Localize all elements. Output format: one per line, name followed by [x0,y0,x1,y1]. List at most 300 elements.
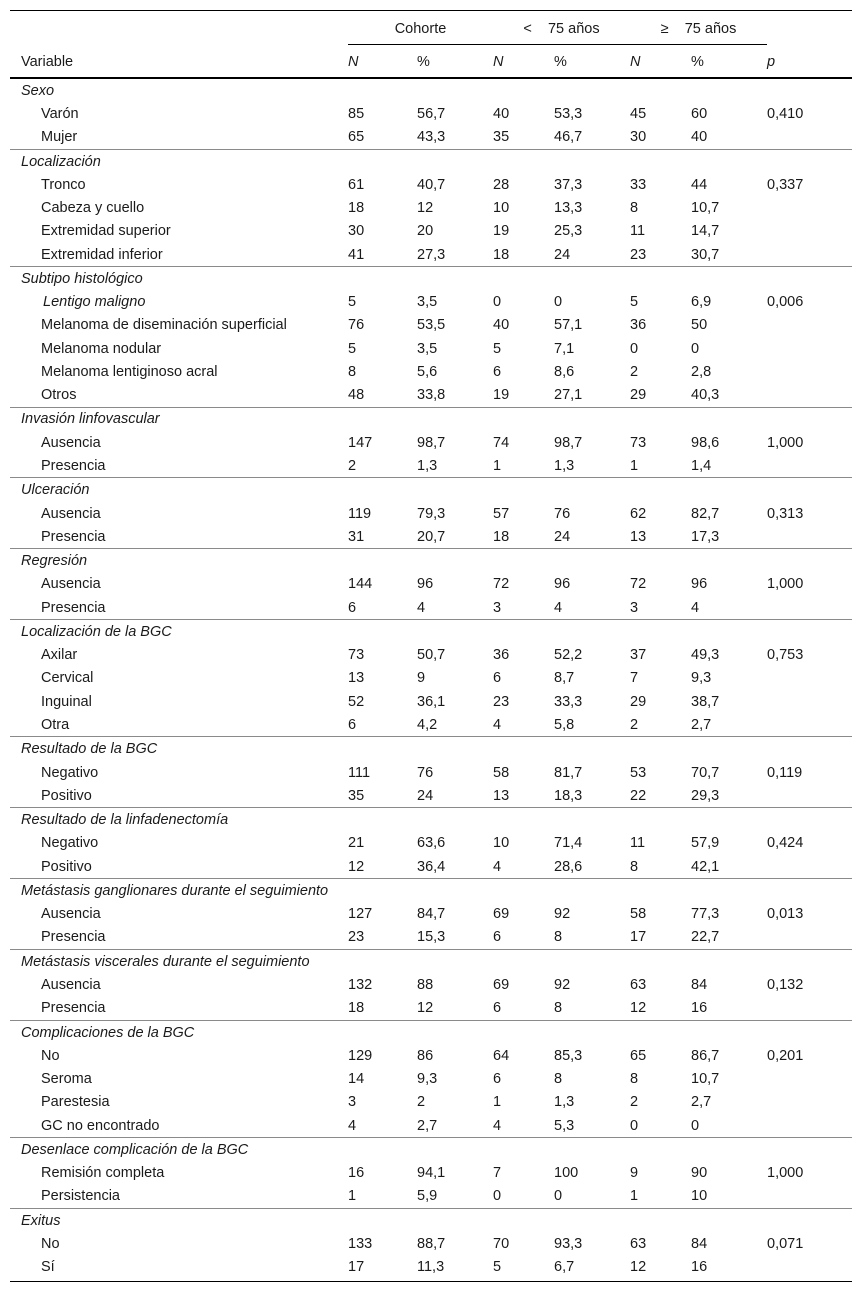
cohort-n-cell: 52 [348,693,365,710]
under75-pct-cell: 81,7 [554,764,583,781]
under75-n-cell: 58 [493,764,510,781]
row-label: Remisión completa [41,1165,165,1182]
table-row [10,903,852,926]
section-label: Invasión linfovascular [10,407,852,431]
over75-n-cell: 0 [630,1117,639,1134]
row-label: No [41,1048,60,1065]
table-row [10,126,852,150]
table-row [10,314,852,337]
p-value-cell [767,926,852,950]
row-label: Inguinal [41,693,92,710]
column-header-p: p [767,45,852,78]
cohort-n-cell: 132 [348,977,373,994]
column-header-n: N [493,45,554,78]
table-row [10,502,852,525]
cohort-pct-cell: 98,7 [417,434,446,451]
under75-n-cell: 6 [493,1000,502,1017]
row-label: Seroma [41,1071,92,1088]
section-label: Localización de la BGC [10,620,852,644]
column-header-pct: % [554,45,630,78]
table-row [10,454,852,478]
under75-pct-cell: 76 [554,505,571,522]
under75-pct-cell: 37,3 [554,176,583,193]
under75-pct-cell: 5,8 [554,716,575,733]
table-row [10,1044,852,1067]
over75-n-cell: 45 [630,106,647,123]
under75-n-cell: 19 [493,386,510,403]
row-label: Sí [10,1256,348,1282]
row-label: Extremidad superior [41,223,171,240]
row-label: Melanoma de diseminación superficial [41,317,287,334]
group-header-row [10,11,852,45]
table-row [10,525,852,549]
over75-pct-cell: 2,7 [691,1094,712,1111]
under75-pct-cell: 8 [554,1000,563,1017]
over75-n-cell: 29 [630,386,647,403]
cohort-n-cell: 17 [348,1256,417,1282]
cohort-pct-cell: 20 [417,223,434,240]
cohort-pct-cell: 96 [417,576,434,593]
over75-pct-cell: 40,3 [691,386,720,403]
over75-n-cell: 29 [630,693,647,710]
under75-n-cell: 4 [493,1117,502,1134]
over75-pct-cell: 82,7 [691,505,720,522]
row-label: Positivo [41,787,92,804]
under75-n-cell: 74 [493,434,510,451]
cohort-pct-cell: 3,5 [417,294,438,311]
row-label: Presencia [41,599,106,616]
over75-pct-cell: 42,1 [691,858,720,875]
table-row [10,832,852,855]
cohort-pct-cell: 33,8 [417,386,446,403]
cohort-n-cell: 147 [348,434,373,451]
under75-n-cell: 5 [493,1256,554,1282]
cohort-pct-cell: 24 [417,787,434,804]
cohort-pct-cell: 86 [417,1048,434,1065]
table-row [10,173,852,196]
p-value-cell: 0,337 [767,176,804,193]
cohort-pct-cell: 36,4 [417,858,446,875]
section-label: Localización [10,149,852,173]
table-row [10,713,852,737]
over75-n-cell: 1 [630,1188,639,1205]
p-value-cell [767,220,852,243]
cohort-n-cell: 111 [348,764,371,781]
cohort-pct-cell: 15,3 [417,929,446,946]
row-label: Melanoma nodular [41,340,162,357]
under75-pct-cell: 24 [554,528,571,545]
over75-pct-cell: 60 [691,106,708,123]
over75-n-cell: 73 [630,434,647,451]
row-label: Melanoma lentiginoso acral [41,363,218,380]
under75-n-cell: 70 [493,1236,510,1253]
over75-pct-cell: 84 [691,977,708,994]
over75-pct-cell: 22,7 [691,929,720,946]
cohort-n-cell: 73 [348,647,365,664]
over75-pct-cell: 10,7 [691,200,720,217]
under75-n-cell: 28 [493,176,510,193]
p-value-cell: 0,201 [767,1048,804,1065]
row-label: Positivo [41,858,92,875]
cohort-n-cell: 76 [348,317,365,334]
section-header-row [10,620,852,644]
over75-n-cell: 2 [630,1094,639,1111]
cohort-pct-cell: 27,3 [417,246,446,263]
under75-n-cell: 18 [493,528,510,545]
row-label: No [41,1236,60,1253]
cohort-pct-cell: 84,7 [417,906,446,923]
under75-n-cell: 6 [493,363,502,380]
table-row [10,784,852,808]
under75-n-cell: 1 [493,457,502,474]
p-value-cell: 0,119 [767,764,803,781]
cohort-n-cell: 85 [348,106,365,123]
under75-pct-cell: 1,3 [554,1094,575,1111]
p-value-cell [767,197,852,220]
p-value-cell [767,525,852,549]
table-row [10,1091,852,1114]
under75-pct-cell: 6,7 [554,1256,630,1282]
group-header-cohorte: Cohorte [348,11,493,45]
row-label: Presencia [41,1000,106,1017]
column-header-pct: % [417,45,493,78]
column-header-n: N [630,45,691,78]
cohort-n-cell: 18 [348,200,365,217]
cohort-n-cell: 61 [348,176,365,193]
under75-pct-cell: 5,3 [554,1117,575,1134]
under75-n-cell: 3 [493,599,502,616]
section-label: Exitus [10,1209,852,1233]
over75-pct-cell: 86,7 [691,1048,720,1065]
section-header-row [10,1209,852,1233]
cohort-pct-cell: 43,3 [417,129,446,146]
cohort-n-cell: 2 [348,457,357,474]
over75-n-cell: 5 [630,294,639,311]
table-row [10,220,852,243]
under75-pct-cell: 57,1 [554,317,583,334]
p-value-cell [767,690,852,713]
over75-pct-cell: 1,4 [691,457,712,474]
under75-pct-cell: 96 [554,576,571,593]
cohort-n-cell: 31 [348,528,365,545]
column-header-variable: Variable [10,45,348,78]
cohort-n-cell: 119 [348,505,372,522]
under75-pct-cell: 7,1 [554,340,575,357]
p-value-cell [767,784,852,808]
over75-pct-cell: 84 [691,1236,708,1253]
p-value-cell [767,997,852,1021]
under75-pct-cell: 28,6 [554,858,583,875]
section-header-row [10,737,852,761]
p-value-cell [767,667,852,690]
cohort-n-cell: 5 [348,340,357,357]
over75-n-cell: 30 [630,129,647,146]
over75-pct-cell: 2,7 [691,716,712,733]
row-label: Persistencia [41,1188,120,1205]
table-row [10,1233,852,1256]
p-value-cell: 0,753 [767,647,804,664]
table-row [10,1185,852,1209]
row-label: Varón [41,106,79,123]
row-label: Negativo [41,764,99,781]
over75-n-cell: 7 [630,670,639,687]
under75-n-cell: 36 [493,647,510,664]
cohort-n-cell: 65 [348,129,365,146]
column-header-row [10,45,852,78]
under75-n-cell: 0 [493,294,502,311]
table-body [10,78,852,1281]
section-label: Ulceración [10,478,852,502]
cohort-pct-cell: 1,3 [417,457,438,474]
cohort-n-cell: 14 [348,1071,365,1088]
cohort-pct-cell: 5,6 [417,363,438,380]
over75-n-cell: 62 [630,505,647,522]
p-value-cell [767,713,852,737]
row-label: Parestesia [41,1094,110,1111]
cohort-n-cell: 21 [348,835,365,852]
row-label: Ausencia [41,505,101,522]
under75-n-cell: 7 [493,1165,502,1182]
under75-n-cell: 72 [493,576,510,593]
section-label: Complicaciones de la BGC [10,1020,852,1044]
under75-pct-cell: 24 [554,246,571,263]
row-label: Cabeza y cuello [41,200,145,217]
cohort-n-cell: 6 [348,716,357,733]
p-value-cell: 0,071 [767,1236,804,1253]
over75-pct-cell: 0 [691,1117,700,1134]
p-value-cell: 0,424 [767,835,804,852]
p-value-cell [767,596,852,620]
section-label: Subtipo histológico [10,267,852,291]
over75-n-cell: 12 [630,1256,691,1282]
over75-pct-cell: 14,7 [691,223,720,240]
over75-n-cell: 13 [630,528,647,545]
table-row [10,761,852,784]
over75-n-cell: 58 [630,906,647,923]
table-row [10,667,852,690]
over75-pct-cell: 70,7 [691,764,720,781]
p-value-cell [767,1068,852,1091]
table-row [10,997,852,1021]
over75-pct-cell: 16 [691,1256,767,1282]
cohort-pct-cell: 9 [417,670,426,687]
cohort-n-cell: 133 [348,1236,373,1253]
cohort-pct-cell: 94,1 [417,1165,446,1182]
row-label: Ausencia [41,906,101,923]
p-value-cell: 1,000 [767,1165,804,1182]
section-label: Metástasis viscerales durante el seguimiento [10,950,852,974]
p-value-cell [767,1114,852,1138]
section-label: Resultado de la BGC [10,737,852,761]
under75-pct-cell: 52,2 [554,647,583,664]
table-row [10,926,852,950]
over75-n-cell: 2 [630,363,639,380]
under75-pct-cell: 71,4 [554,835,583,852]
cohort-pct-cell: 9,3 [417,1071,438,1088]
cohort-n-cell: 8 [348,363,357,380]
under75-pct-cell: 8,7 [554,670,575,687]
cohort-pct-cell: 5,9 [417,1188,438,1205]
table-row [10,855,852,879]
p-value-cell: 0,313 [767,505,804,522]
table-row [10,1068,852,1091]
cohort-n-cell: 144 [348,576,373,593]
under75-pct-cell: 85,3 [554,1048,583,1065]
section-header-row [10,549,852,573]
over75-pct-cell: 10 [691,1188,708,1205]
section-label: Sexo [21,82,55,99]
over75-pct-cell: 57,9 [691,835,720,852]
over75-pct-cell: 10,7 [691,1071,720,1088]
table-row [10,243,852,267]
p-value-cell: 0,006 [767,294,804,311]
cohort-n-cell: 12 [348,858,365,875]
cohort-pct-cell: 50,7 [417,647,446,664]
under75-n-cell: 10 [493,200,510,217]
over75-pct-cell: 49,3 [691,647,720,664]
over75-pct-cell: 90 [691,1165,708,1182]
cohort-pct-cell: 76 [417,764,434,781]
table-row [10,1256,852,1282]
cohort-pct-cell: 40,7 [417,176,446,193]
row-label: Lentigo maligno [43,294,146,311]
section-header-row [10,267,852,291]
cohort-n-cell: 129 [348,1048,373,1065]
row-label: Ausencia [41,434,101,451]
over75-pct-cell: 9,3 [691,670,712,687]
cohort-n-cell: 13 [348,670,365,687]
group-header-75-plus: ≥ 75 años [630,11,767,45]
under75-pct-cell: 1,3 [554,457,575,474]
under75-n-cell: 69 [493,977,510,994]
table-row [10,644,852,667]
under75-n-cell: 6 [493,929,502,946]
column-header-n: N [348,45,417,78]
under75-n-cell: 6 [493,1071,502,1088]
under75-pct-cell: 100 [554,1165,579,1182]
data-table [10,10,852,1282]
under75-pct-cell: 98,7 [554,434,583,451]
over75-pct-cell: 98,6 [691,434,720,451]
section-label: Metástasis ganglionares durante el seguimiento [10,879,852,903]
cohort-n-cell: 5 [348,294,357,311]
under75-n-cell: 1 [493,1094,502,1111]
over75-n-cell: 2 [630,716,639,733]
cohort-pct-cell: 12 [417,1000,434,1017]
row-label: Otros [41,386,77,403]
cohort-pct-cell: 63,6 [417,835,446,852]
cohort-n-cell: 23 [348,929,365,946]
row-label: Tronco [41,176,86,193]
table-row [10,431,852,454]
over75-n-cell: 72 [630,576,647,593]
row-label: Presencia [41,528,106,545]
under75-pct-cell: 92 [554,977,571,994]
under75-n-cell: 13 [493,787,510,804]
under75-pct-cell: 4 [554,599,563,616]
p-value-cell [767,1256,852,1282]
over75-pct-cell: 4 [691,599,700,616]
under75-n-cell: 40 [493,317,510,334]
under75-n-cell: 6 [493,670,502,687]
row-label: Mujer [41,129,78,146]
over75-pct-cell: 6,9 [691,294,712,311]
p-value-cell: 1,000 [767,434,804,451]
cohort-pct-cell: 88 [417,977,434,994]
table-row [10,337,852,360]
section-header-row [10,478,852,502]
over75-n-cell: 3 [630,599,639,616]
under75-pct-cell: 93,3 [554,1236,583,1253]
cohort-n-cell: 16 [348,1165,365,1182]
table-row [10,1114,852,1138]
over75-pct-cell: 16 [691,1000,708,1017]
table-row [10,197,852,220]
table-row [10,573,852,596]
under75-pct-cell: 0 [554,294,563,311]
over75-n-cell: 8 [630,200,639,217]
p-value-cell [767,855,852,879]
over75-n-cell: 37 [630,647,647,664]
over75-pct-cell: 40 [691,129,708,146]
over75-n-cell: 53 [630,764,647,781]
section-header-row [10,1138,852,1162]
over75-pct-cell: 0 [691,340,700,357]
p-value-cell [767,1185,852,1209]
cohort-pct-cell: 2 [417,1094,426,1111]
under75-pct-cell: 8 [554,929,563,946]
cohort-pct-cell: 53,5 [417,317,446,334]
p-value-cell [767,314,852,337]
under75-pct-cell: 53,3 [554,106,583,123]
row-label: Presencia [41,929,106,946]
p-value-cell [767,126,852,150]
cohort-n-cell: 3 [348,1094,357,1111]
cohort-pct-cell: 12 [417,200,434,217]
table-row [10,291,852,314]
row-label: Ausencia [41,576,101,593]
over75-pct-cell: 50 [691,317,708,334]
cohort-n-cell: 127 [348,906,373,923]
cohort-pct-cell: 4 [417,599,426,616]
over75-pct-cell: 29,3 [691,787,720,804]
table-row [10,974,852,997]
table-header [10,11,852,79]
p-value-cell [767,383,852,407]
table-row [10,383,852,407]
section-label: Resultado de la linfadenectomía [10,808,852,832]
p-value-cell [767,360,852,383]
cohort-pct-cell: 4,2 [417,716,438,733]
row-label: Otra [41,716,70,733]
cohort-n-cell: 1 [348,1188,357,1205]
cohort-pct-cell: 3,5 [417,340,438,357]
section-label: Desenlace complicación de la BGC [10,1138,852,1162]
over75-n-cell: 23 [630,246,647,263]
section-header-row [10,950,852,974]
cohort-n-cell: 18 [348,1000,365,1017]
section-label: Regresión [10,549,852,573]
row-label: Negativo [41,835,99,852]
over75-n-cell: 33 [630,176,647,193]
over75-pct-cell: 38,7 [691,693,720,710]
cohort-pct-cell: 11,3 [417,1256,493,1282]
under75-n-cell: 69 [493,906,510,923]
p-value-cell: 0,132 [767,977,804,994]
cohort-pct-cell: 2,7 [417,1117,438,1134]
under75-n-cell: 64 [493,1048,510,1065]
table-row [10,360,852,383]
